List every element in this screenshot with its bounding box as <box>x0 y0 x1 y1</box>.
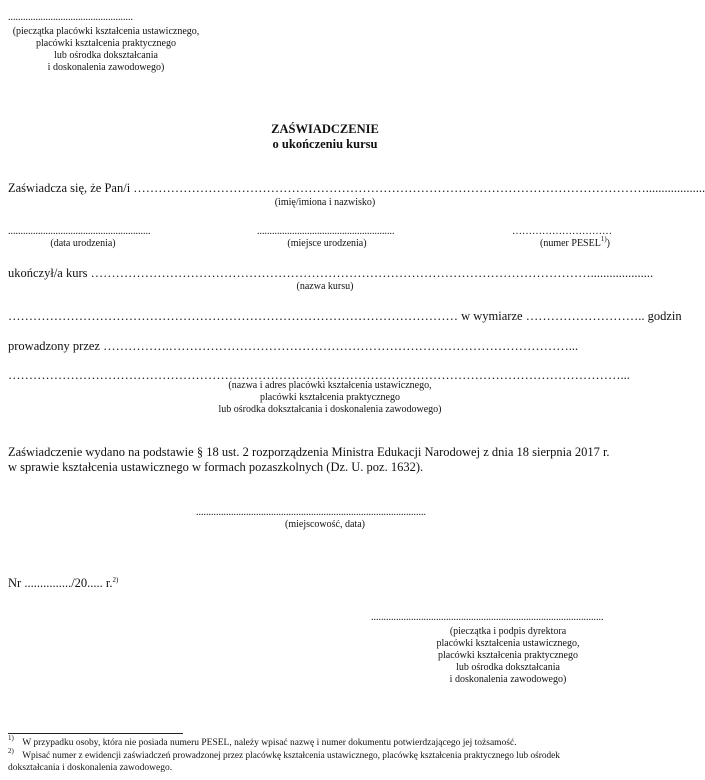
stamp-top-line: (pieczątka placówki kształcenia ustawicznego, <box>12 26 200 37</box>
signature-caption <box>398 626 618 686</box>
person-line <box>8 181 705 196</box>
number-footnote-mark: 2) <box>112 576 119 584</box>
institution-dots[interactable]: …………………………………………………………………………………………………………………………………... <box>8 368 630 382</box>
legal-line-2: w sprawie kształcenia ustawicznego w formach pozaszkolnych (Dz. U. poz. 1632). <box>8 460 424 474</box>
signature-line: placówki kształcenia praktycznego <box>438 650 578 661</box>
birth-date-dots[interactable]: ......................................................... <box>8 226 151 237</box>
stamp-top-line: lub ośrodka dokształcania <box>54 50 158 61</box>
birth-place-dots[interactable]: ....................................................... <box>257 226 395 237</box>
pesel-caption-close: ) <box>606 238 611 249</box>
footnote-1-mark: 1) <box>8 734 14 742</box>
place-date-dots[interactable]: ............................................................................................ <box>196 507 426 518</box>
certificate-number <box>8 576 118 591</box>
legal-line-1: Zaświadczenie wydano na podstawie § 18 ust. 2 rozporządzenia Ministra Edukacji Narodowej z dnia 18 sierpnia 2017 r. <box>8 445 610 459</box>
person-dots[interactable]: ……………………………………………………………………………………………………………................... <box>133 181 705 195</box>
pesel-caption <box>540 235 611 250</box>
hours-dots[interactable]: ……………………….. <box>525 309 645 323</box>
footnote-divider <box>8 733 183 734</box>
stamp-top-caption <box>8 26 204 74</box>
footnote-1 <box>8 734 517 749</box>
signature-line: (pieczątka i podpis dyrektora <box>449 626 567 637</box>
document-subtitle: o ukończeniu kursu <box>272 137 378 151</box>
course-line <box>8 266 653 281</box>
footnote-1-text: W przypadku osoby, która nie posiada numeru PESEL, należy wpisać nazwę i numer dokumentu potwierdzającego jej tożsamość. <box>22 738 517 748</box>
pesel-footnote-mark: 1) <box>600 235 607 243</box>
hours-left-dots[interactable]: ……………………………………………………………………………………………… <box>8 309 458 323</box>
person-caption: (imię/imiona i nazwisko) <box>274 197 376 208</box>
institution-line: placówki kształcenia praktycznego <box>260 392 400 403</box>
legal-basis <box>8 445 610 475</box>
stamp-top-line: placówki kształcenia praktycznego <box>36 38 176 49</box>
footnote-2-mark: 2) <box>8 747 14 755</box>
birth-place-caption: (miejsce urodzenia) <box>287 238 367 249</box>
person-prefix: Zaświadcza się, że Pan/i <box>8 181 131 195</box>
conducted-prefix: prowadzony przez <box>8 339 100 353</box>
institution-line: (nazwa i adres placówki kształcenia ustawicznego, <box>228 380 432 391</box>
footnote-2-text: Wpisać numer z ewidencji zaświadczeń prowadzonej przez placówkę kształcenia ustawicznego, placówkę kształcenia praktycznego lub ośrodek <box>22 751 560 761</box>
institution-caption <box>180 380 480 416</box>
stamp-top-dots: .................................................. <box>8 12 133 23</box>
place-date-caption: (miejscowość, data) <box>285 519 365 530</box>
hours-line <box>8 309 682 324</box>
birth-date-caption: (data urodzenia) <box>50 238 116 249</box>
footnote-2 <box>8 747 560 762</box>
hours-mid-label: w wymiarze <box>461 309 523 323</box>
course-prefix: ukończył/a kurs <box>8 266 88 280</box>
stamp-top-line: i doskonalenia zawodowego) <box>47 62 165 73</box>
conducted-line <box>8 339 578 354</box>
document-title: ZAŚWIADCZENIE <box>271 122 379 136</box>
course-dots[interactable]: ………………………………………………………………………………………………………….................... <box>90 266 654 280</box>
signature-dots[interactable]: ............................................................................................. <box>371 612 604 623</box>
pesel-caption-text: (numer PESEL <box>540 238 601 249</box>
footnote-2-continued: dokształcania i doskonalenia zawodowego. <box>8 763 173 773</box>
conducted-dots[interactable]: …………….……………………………………………………………………………………... <box>103 339 579 353</box>
signature-line: i doskonalenia zawodowego) <box>449 674 567 685</box>
course-caption: (nazwa kursu) <box>296 281 354 292</box>
pesel-dots[interactable]: ………………………… <box>512 226 612 237</box>
signature-line: lub ośrodka dokształcania <box>456 662 560 673</box>
certificate-number-text[interactable]: Nr .............../20..... r. <box>8 576 113 590</box>
institution-line: lub ośrodka dokształcania i doskonalenia zawodowego) <box>218 404 442 415</box>
hours-suffix: godzin <box>647 309 682 323</box>
signature-line: placówki kształcenia ustawicznego, <box>436 638 580 649</box>
